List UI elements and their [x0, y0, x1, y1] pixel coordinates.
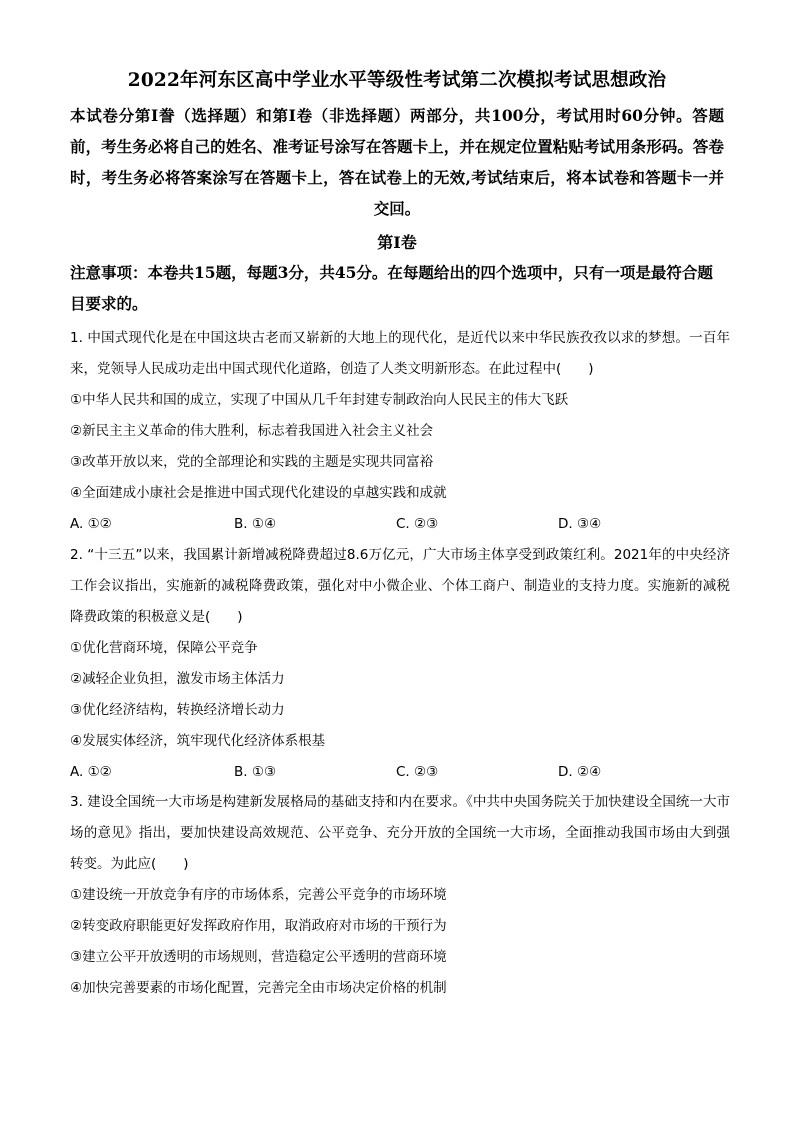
choice-b: B. ①③: [234, 764, 277, 780]
statement-4: ④全面建成小康社会是推进中国式现代化建设的卓越实践和成就: [70, 485, 447, 501]
question-stem: 3. 建设全国统一大市场是构建新发展格局的基础支持和内在要求。《中共中央国务院关于加快建设全国统一大市场的意见》指出，要加快建设高效规范、公平竞争、充分开放的全国统一大市场，全面推动我国市场由大到强转变。为此应( ): [70, 794, 730, 872]
section-heading: 第Ⅰ卷: [377, 233, 417, 252]
statement-1: ①建设统一开放竞争有序的市场体系，完善公平竞争的市场环境: [70, 887, 447, 903]
exam-title: 2022年河东区高中学业水平等级性考试第二次模拟考试思想政治: [127, 70, 667, 91]
choice-c: C. ②③: [396, 516, 439, 532]
answer-choices: [70, 509, 730, 540]
question-stem: 2. “十三五”以来，我国累计新增减税降费超过8.6万亿元，广大市场主体享受到政策红利。2021年的中央经济工作会议指出，实施新的减税降费政策，强化对中小微企业、个体工商户、制造业的支持力度。实施新的减税降费政策的积极意义是( ): [70, 547, 730, 625]
statement-4: ④加快完善要素的市场化配置，完善完全由市场决定价格的机制: [70, 980, 447, 996]
choice-a: A. ①②: [70, 764, 112, 780]
statement-1: ①中华人民共和国的成立，实现了中国从几千年封建专制政治向人民民主的伟大飞跃: [70, 392, 569, 408]
choice-c: C. ②③: [396, 764, 439, 780]
choice-a: A. ①②: [70, 516, 112, 532]
statement-3: ③优化经济结构，转换经济增长动力: [70, 702, 285, 718]
exam-instructions: 本试卷分第Ⅰ誊（选择题）和第Ⅰ卷（非选择题）两部分，共100分，考试用时60分钟。答题前，考生务必将自己的姓名、准考证号涂写在答题卡上，并在规定位置粘贴考试用条形码。答卷时，考生务必将答案涂写在答题卡上，答在试卷上的无效,考试结束后，将本试卷和答题卡一并交回。: [70, 106, 724, 218]
question-3: [70, 787, 730, 1004]
answer-choices: [70, 757, 730, 788]
statement-3: ③改革开放以来，党的全部理论和实践的主题是实现共同富裕: [70, 454, 434, 470]
statement-2: ②减轻企业负担，激发市场主体活力: [70, 671, 285, 687]
choice-b: B. ①④: [234, 516, 277, 532]
question-1: [70, 323, 730, 540]
statement-2: ②新民主主义革命的伟大胜利，标志着我国进入社会主义社会: [70, 423, 434, 439]
statement-4: ④发展实体经济，筑牢现代化经济体系根基: [70, 733, 326, 749]
question-stem: 1. 中国式现代化是在中国这块古老而又崭新的大地上的现代化，是近代以来中华民族孜孜以求的梦想。一百年来，党领导人民成功走出中国式现代化道路，创造了人类文明新形态。在此过程中( ): [70, 330, 730, 377]
choice-d: D. ③④: [558, 516, 602, 532]
statement-1: ①优化营商环境，保障公平竞争: [70, 640, 258, 656]
choice-d: D. ②④: [558, 764, 602, 780]
question-2: [70, 540, 730, 788]
statement-3: ③建立公平开放透明的市场规则，营造稳定公平透明的营商环境: [70, 949, 447, 965]
statement-2: ②转变政府职能更好发挥政府作用，取消政府对市场的干预行为: [70, 918, 447, 934]
section-notice: 注意事项：本卷共15题，每题3分，共45分。在每题给出的四个选项中，只有一项是最符合题目要求的。: [70, 263, 713, 313]
